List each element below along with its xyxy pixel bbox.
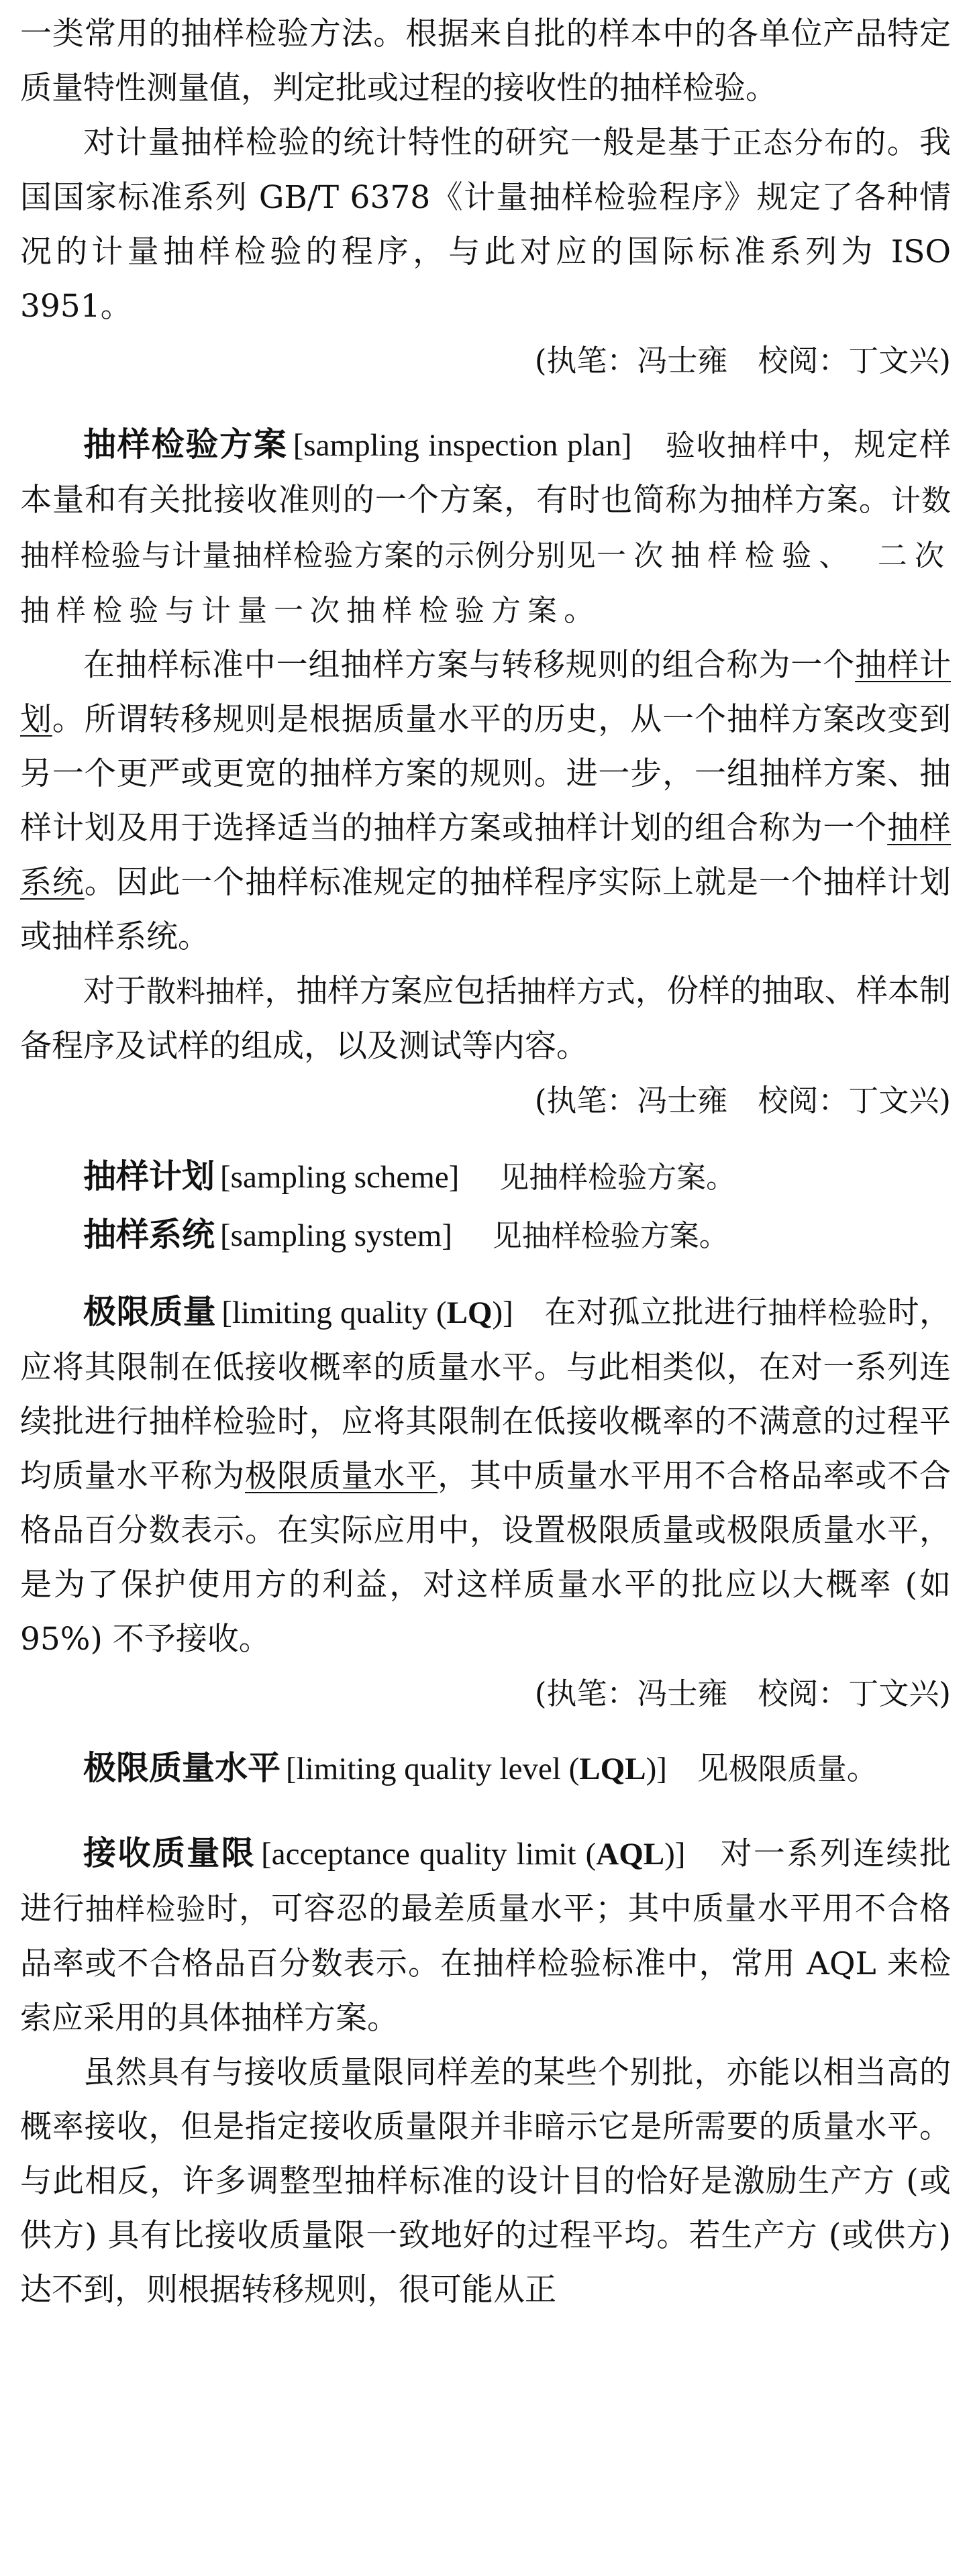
entry-english: [sampling scheme] [220,1160,460,1195]
intro-paragraph-1: 一类常用的抽样检验方法。根据来自批的样本中的各单位产品特定质量特性测量值，判定批或过程的接收性的抽样检验。 [20,15,951,107]
lq-def-c: ，其中质量水平用不合格品率或不合格品百分数表示。在实际应用中，设置极限质量或极限质量水平，是为了保护使用方的利益，对这样质量水平的批应以大概率 (如 95%) 不予接收。 [20,1458,952,1658]
bulk-sampling-term: 散料抽样 [146,975,265,1009]
lq-def-b: 时，应将其限制在低接收概率的质量水平。与此相类似，在对一系列连续批进行抽样检验时，应将其限制在低接收概率的不满意的过程平均质量水平称为 [20,1294,952,1495]
sampling-inspection-term: 抽样检验 [85,1892,207,1927]
aql-def-b: 时，可容忍的最差质量水平；其中质量水平用不合格品率或不合格品百分数表示。在抽样检验标准中，常用 AQL 来检索应采用的具体抽样方案。 [20,1890,952,2037]
english-abbr: AQL [596,1837,665,1872]
see-single-sampling: 一次抽样检验、 [597,539,856,573]
entry-term: 极限质量水平 [83,1749,281,1787]
entry-def-b: 计数抽样检验与计量抽样检验方案的示例分别见 [20,484,952,573]
entry-english [221,1295,513,1330]
lql-see-b: 。 [846,1750,878,1787]
entry-term: 抽样计划 [83,1157,215,1195]
english-a: [limiting quality ( [221,1295,447,1330]
acceptance-sampling-term: 验收抽样 [665,429,788,463]
see-double-sampling: 二次抽样检验与计量一次抽样检验方案 [20,539,952,628]
entry-limiting-quality-level [20,1741,951,1796]
sp-p2-b: 。所谓转移规则是根据质量水平的历史，从一个抽样方案改变到另一个更严或更宽的抽样方案的规则。进一步，一组抽样方案、抽样计划及用于选择适当的抽样方案或抽样计划的组合称为一个 [20,701,952,847]
english-a: [limiting quality level ( [286,1752,580,1786]
limiting-quality-term: 极限质量 [728,1752,847,1786]
aql-def-a: 对一系列连续批进行 [20,1835,951,1927]
english-b: )] [646,1752,667,1786]
lq-def-a: 在对孤立批进行 [544,1294,768,1331]
sp-p2-c: 。因此一个抽样标准规定的抽样程序实际上就是一个抽样计划或抽样系统。 [20,864,952,955]
entry-english [261,1837,685,1872]
aql-paragraph-2: 虽然具有与接收质量限同样差的某些个别批，亦能以相当高的概率接收，但是指定接收质量限并非暗示它是所需要的质量水平。与此相反，许多调整型抽样标准的设计目的恰好是激励生产方 (或供方) 具有比接收质量限一致地好的过程平均。若生产方 (或供方) 达不到，则根据转移规则，很可能从正 [20,2054,951,2308]
intro-credit: (执笔：冯士雍 校阅：丁文兴) [534,343,951,378]
normal-distribution-term: 正态分布 [732,126,855,160]
entry-term: 抽样检验方案 [83,425,288,464]
sp-p3-c: ，份样的抽取、样本制备程序及试样的组成，以及测试等内容。 [20,973,952,1065]
link-sampling-scheme[interactable]: 抽样计划 [20,647,952,738]
english-b: )] [492,1295,513,1330]
entry-term: 抽样系统 [83,1216,215,1254]
sampling-method-term: 抽样方式 [517,975,635,1009]
entry-see-end: 。 [564,592,595,629]
sp-p3-b: ，抽样方案应包括 [264,973,517,1010]
entry-limiting-quality [20,1285,951,1666]
entry-see: 见抽样检验方案。 [492,1219,729,1253]
limiting-quality-credit: (执笔：冯士雍 校阅：丁文兴) [534,1676,951,1711]
entry-term: 极限质量 [83,1293,217,1331]
english-b: )] [664,1837,686,1872]
intro-p2-text-b: 的。我国国家标准系列 GB/T 6378《计量抽样检验程序》规定了各种情况的计量抽样检验的程序，与此对应的国际标准系列为 ISO 3951。 [20,124,952,325]
sp-p3-a: 对于 [83,973,147,1010]
entry-def-a: 中，规定样本量和有关批接收准则的一个方案，有时也简称为抽样方案。 [20,427,952,519]
intro-paragraph-2 [20,115,951,333]
entry-english: [sampling inspection plan] [293,428,632,463]
entry-english: [sampling system] [220,1218,452,1253]
sampling-plan-paragraph-2 [20,638,951,964]
english-abbr: LQL [579,1752,646,1786]
link-sampling-system[interactable]: 抽样系统 [20,810,952,901]
entry-sampling-scheme [20,1148,951,1206]
entry-see: 见抽样检验方案。 [499,1161,736,1195]
link-limiting-quality-level[interactable]: 极限质量水平 [245,1458,438,1495]
lql-see-a: 见 [697,1750,729,1787]
sampling-plan-paragraph-3 [20,964,951,1073]
entry-term: 接收质量限 [83,1834,256,1872]
entry-acceptance-quality-limit [20,1826,951,2045]
english-abbr: LQ [446,1295,493,1330]
entry-sampling-inspection-plan [20,417,951,638]
entry-sampling-system [20,1206,951,1265]
english-a: [acceptance quality limit ( [261,1837,597,1872]
entry-english [286,1752,667,1786]
intro-p2-text-a: 对计量抽样检验的统计特性的研究一般是基于 [83,124,733,161]
sampling-plan-credit: (执笔：冯士雍 校阅：丁文兴) [534,1083,951,1118]
sampling-inspection-term: 抽样检验 [768,1296,888,1330]
sp-p2-a: 在抽样标准中一组抽样方案与转移规则的组合称为一个 [83,647,856,684]
